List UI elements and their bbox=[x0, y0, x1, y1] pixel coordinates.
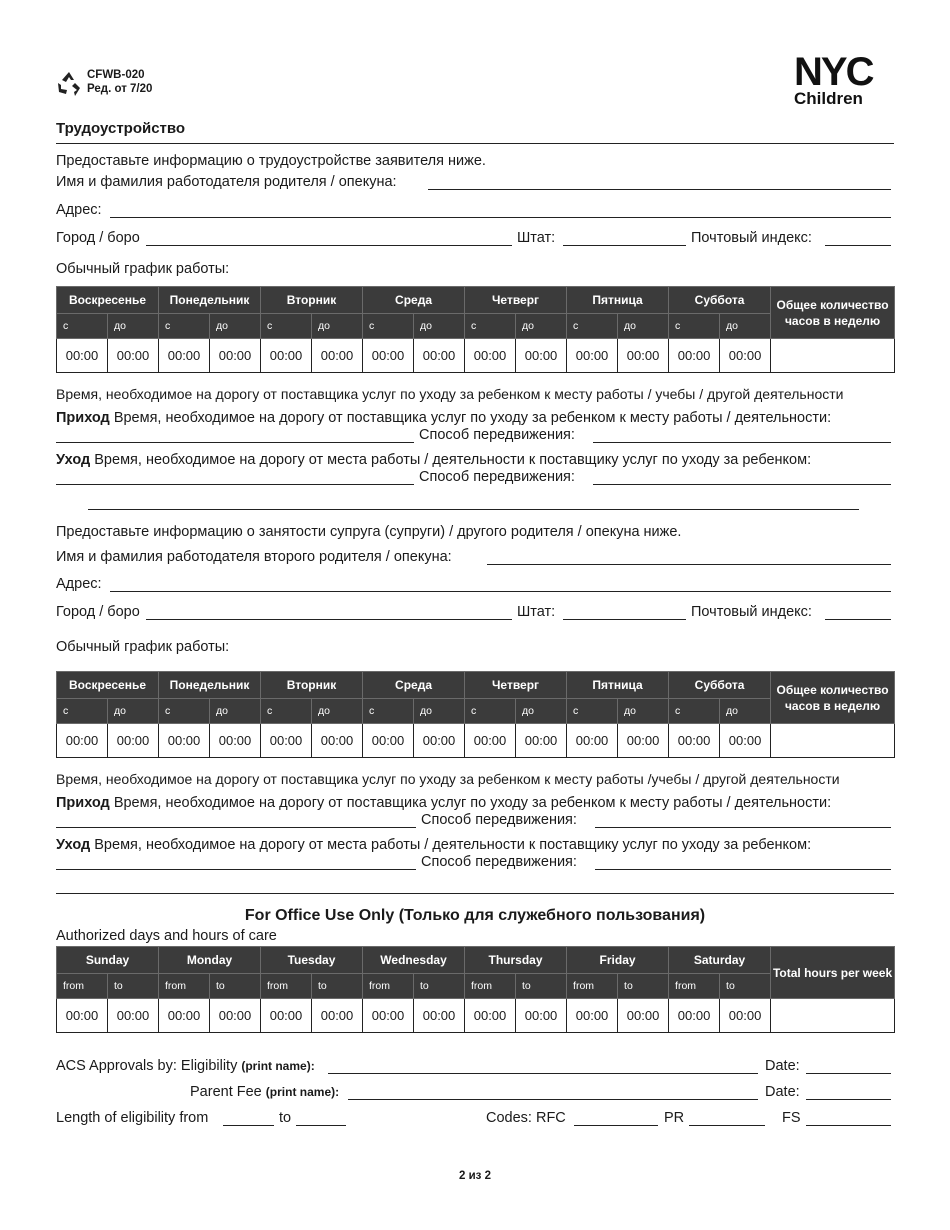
time-cell[interactable]: 00:00 bbox=[159, 999, 210, 1033]
applicant-city-field[interactable] bbox=[146, 245, 512, 246]
page-number: 2 из 2 bbox=[459, 1170, 491, 1182]
spouse-arrival-bold: Приход bbox=[56, 795, 110, 811]
time-cell[interactable]: 00:00 bbox=[108, 724, 159, 758]
spouse-departure-transport-label: Способ передвижения: bbox=[421, 854, 577, 870]
time-cell[interactable]: 00:00 bbox=[669, 999, 720, 1033]
day-header: Пятница bbox=[567, 672, 669, 699]
codes-rfc-label: Codes: RFC bbox=[486, 1110, 566, 1126]
approvals-print-name: (print name): bbox=[241, 1059, 315, 1073]
spouse-departure-text: Время, необходимое на дорогу от места работы / деятельности к поставщику услуг по уходу за ребенком: bbox=[94, 837, 812, 853]
to-label: до bbox=[312, 699, 363, 724]
time-cell[interactable]: 00:00 bbox=[261, 339, 312, 373]
time-cell[interactable]: 00:00 bbox=[57, 999, 108, 1033]
parent-fee-line bbox=[190, 1083, 339, 1101]
day-header: Monday bbox=[159, 947, 261, 974]
parent-fee-name-field[interactable] bbox=[348, 1099, 758, 1100]
applicant-departure-transport-label: Способ передвижения: bbox=[419, 469, 575, 485]
spouse-arrival-transport-label: Способ передвижения: bbox=[421, 812, 577, 828]
eligibility-date-field[interactable] bbox=[806, 1073, 891, 1074]
from-label: from bbox=[57, 974, 108, 999]
applicant-employer-field[interactable] bbox=[428, 189, 891, 190]
to-label: до bbox=[108, 314, 159, 339]
applicant-departure-transport-field[interactable] bbox=[593, 484, 891, 485]
applicant-state-field[interactable] bbox=[563, 245, 686, 246]
time-cell[interactable]: 00:00 bbox=[414, 724, 465, 758]
applicant-departure-time-field[interactable] bbox=[56, 484, 414, 485]
from-label: с bbox=[159, 699, 210, 724]
time-cell[interactable]: 00:00 bbox=[618, 339, 669, 373]
day-header: Суббота bbox=[669, 672, 771, 699]
from-label: с bbox=[363, 699, 414, 724]
day-header: Понедельник bbox=[159, 672, 261, 699]
day-header: Воскресенье bbox=[57, 287, 159, 314]
spouse-employer-label: Имя и фамилия работодателя второго родителя / опекуна: bbox=[56, 549, 452, 565]
from-label: с bbox=[159, 314, 210, 339]
applicant-state-label: Штат: bbox=[517, 230, 556, 246]
applicant-departure-text: Время, необходимое на дорогу от места работы / деятельности к поставщику услуг по уходу за ребенком: bbox=[94, 452, 812, 468]
applicant-departure-bold: Уход bbox=[56, 452, 91, 468]
authorized-schedule-table bbox=[56, 946, 895, 1033]
time-cell[interactable]: 00:00 bbox=[465, 999, 516, 1033]
codes-pr-label: PR bbox=[664, 1110, 685, 1126]
time-cell[interactable]: 00:00 bbox=[720, 339, 771, 373]
from-label: с bbox=[261, 699, 312, 724]
to-label: to bbox=[516, 974, 567, 999]
applicant-intro: Предоставьте информацию о трудоустройстве заявителя ниже. bbox=[56, 153, 486, 169]
to-label: до bbox=[618, 314, 669, 339]
to-label: to bbox=[108, 974, 159, 999]
spouse-zip-field[interactable] bbox=[825, 619, 891, 620]
to-label: to bbox=[414, 974, 465, 999]
total-hours-header: Total hours per week bbox=[771, 947, 895, 999]
codes-fs-label: FS bbox=[782, 1110, 801, 1126]
day-header: Вторник bbox=[261, 287, 363, 314]
from-label: с bbox=[261, 314, 312, 339]
spouse-schedule-table bbox=[56, 671, 895, 758]
to-label: до bbox=[720, 699, 771, 724]
from-label: from bbox=[261, 974, 312, 999]
day-header: Воскресенье bbox=[57, 672, 159, 699]
time-cell[interactable]: 00:00 bbox=[159, 724, 210, 758]
time-cell[interactable]: 00:00 bbox=[516, 339, 567, 373]
total-hours-cell[interactable] bbox=[771, 724, 895, 758]
to-label: to bbox=[720, 974, 771, 999]
from-label: from bbox=[669, 974, 720, 999]
from-label: с bbox=[669, 699, 720, 724]
day-header: Среда bbox=[363, 672, 465, 699]
approvals-label: ACS Approvals by: Eligibility bbox=[56, 1058, 238, 1074]
spouse-zip-label: Почтовый индекс: bbox=[691, 604, 812, 620]
applicant-zip-label: Почтовый индекс: bbox=[691, 230, 812, 246]
time-cell[interactable]: 00:00 bbox=[567, 999, 618, 1033]
parent-fee-print-name: (print name): bbox=[265, 1085, 340, 1099]
from-label: с bbox=[465, 699, 516, 724]
office-title: For Office Use Only (Только для служебного пользования) bbox=[244, 907, 706, 924]
time-cell[interactable]: 00:00 bbox=[210, 724, 261, 758]
day-header: Sunday bbox=[57, 947, 159, 974]
to-label: до bbox=[516, 314, 567, 339]
time-cell[interactable]: 00:00 bbox=[669, 724, 720, 758]
applicant-schedule-table bbox=[56, 286, 895, 373]
from-label: с bbox=[57, 699, 108, 724]
spouse-schedule-label: Обычный график работы: bbox=[56, 639, 230, 655]
applicant-arrival-bold: Приход bbox=[56, 410, 110, 426]
to-label: до bbox=[516, 699, 567, 724]
day-header: Tuesday bbox=[261, 947, 363, 974]
applicant-zip-field[interactable] bbox=[825, 245, 891, 246]
total-hours-header: Общее количество часов в неделю bbox=[771, 672, 895, 724]
time-cell[interactable]: 00:00 bbox=[312, 339, 363, 373]
from-label: с bbox=[567, 699, 618, 724]
form-revision: Ред. от 7/20 bbox=[87, 83, 153, 95]
spouse-intro: Предоставьте информацию о занятости супруга (супруги) / другого родителя / опекуна ниже. bbox=[56, 524, 682, 540]
eligibility-date-label: Date: bbox=[765, 1058, 800, 1074]
time-cell[interactable]: 00:00 bbox=[261, 999, 312, 1033]
spouse-departure-time-field[interactable] bbox=[56, 869, 416, 870]
codes-fs-field[interactable] bbox=[806, 1125, 891, 1126]
to-label: до bbox=[414, 314, 465, 339]
spouse-arrival-text: Время, необходимое на дорогу от поставщика услуг по уходу за ребенком к месту работы / деятельности: bbox=[113, 795, 832, 811]
form-code-block bbox=[87, 68, 152, 96]
day-header: Среда bbox=[363, 287, 465, 314]
parent-fee-label: Parent Fee bbox=[190, 1084, 262, 1100]
applicant-arrival-transport-field[interactable] bbox=[593, 442, 891, 443]
spouse-arrival-line bbox=[56, 794, 831, 812]
time-cell[interactable]: 00:00 bbox=[312, 999, 363, 1033]
spouse-address-field[interactable] bbox=[110, 591, 891, 592]
spouse-state-field[interactable] bbox=[563, 619, 686, 620]
spouse-city-field[interactable] bbox=[146, 619, 512, 620]
office-divider bbox=[56, 893, 894, 894]
eligibility-name-field[interactable] bbox=[328, 1073, 758, 1074]
from-label: с bbox=[57, 314, 108, 339]
to-label: до bbox=[720, 314, 771, 339]
section-separator bbox=[88, 509, 859, 510]
applicant-arrival-time-field[interactable] bbox=[56, 442, 414, 443]
to-label: to bbox=[210, 974, 261, 999]
time-cell[interactable]: 00:00 bbox=[567, 339, 618, 373]
length-label: Length of eligibility from bbox=[56, 1110, 209, 1126]
day-header: Четверг bbox=[465, 672, 567, 699]
applicant-schedule-label: Обычный график работы: bbox=[56, 261, 230, 277]
day-header: Суббота bbox=[669, 287, 771, 314]
spouse-employer-field[interactable] bbox=[487, 564, 891, 565]
applicant-employer-label: Имя и фамилия работодателя родителя / опекуна: bbox=[56, 174, 397, 190]
day-header: Четверг bbox=[465, 287, 567, 314]
time-cell[interactable]: 00:00 bbox=[210, 999, 261, 1033]
time-cell[interactable]: 00:00 bbox=[669, 339, 720, 373]
day-header: Вторник bbox=[261, 672, 363, 699]
spouse-departure-bold: Уход bbox=[56, 837, 91, 853]
applicant-arrival-line bbox=[56, 409, 831, 427]
time-cell[interactable]: 00:00 bbox=[414, 999, 465, 1033]
parent-fee-date-label: Date: bbox=[765, 1084, 800, 1100]
from-label: from bbox=[567, 974, 618, 999]
time-cell[interactable]: 00:00 bbox=[57, 339, 108, 373]
time-cell[interactable]: 00:00 bbox=[363, 339, 414, 373]
time-cell[interactable]: 00:00 bbox=[312, 724, 363, 758]
day-header: Thursday bbox=[465, 947, 567, 974]
spouse-state-label: Штат: bbox=[517, 604, 556, 620]
time-cell[interactable]: 00:00 bbox=[618, 724, 669, 758]
to-label: to bbox=[618, 974, 669, 999]
applicant-departure-line bbox=[56, 451, 811, 469]
from-label: from bbox=[465, 974, 516, 999]
spouse-commute-heading: Время, необходимое на дорогу от поставщика услуг по уходу за ребенком к месту работы /учебы / другой деятельности bbox=[56, 771, 840, 787]
from-label: с bbox=[363, 314, 414, 339]
day-header: Saturday bbox=[669, 947, 771, 974]
from-label: from bbox=[159, 974, 210, 999]
day-header: Понедельник bbox=[159, 287, 261, 314]
time-cell[interactable]: 00:00 bbox=[465, 339, 516, 373]
spouse-arrival-time-field[interactable] bbox=[56, 827, 416, 828]
time-cell[interactable]: 00:00 bbox=[363, 724, 414, 758]
applicant-arrival-text: Время, необходимое на дорогу от поставщика услуг по уходу за ребенком к месту работы / деятельности: bbox=[113, 410, 832, 426]
time-cell[interactable]: 00:00 bbox=[720, 999, 771, 1033]
to-label: до bbox=[414, 699, 465, 724]
approvals-line bbox=[56, 1057, 315, 1075]
time-cell[interactable]: 00:00 bbox=[720, 724, 771, 758]
time-cell[interactable]: 00:00 bbox=[567, 724, 618, 758]
length-to-field[interactable] bbox=[296, 1125, 346, 1126]
logo-children: Children bbox=[794, 89, 863, 108]
length-to-label: to bbox=[279, 1110, 292, 1126]
time-cell[interactable]: 00:00 bbox=[261, 724, 312, 758]
to-label: до bbox=[210, 699, 261, 724]
form-code: CFWB-020 bbox=[87, 69, 145, 81]
time-cell[interactable]: 00:00 bbox=[363, 999, 414, 1033]
day-header: Wednesday bbox=[363, 947, 465, 974]
applicant-address-label: Адрес: bbox=[56, 202, 102, 218]
spouse-departure-line bbox=[56, 836, 811, 854]
from-label: с bbox=[567, 314, 618, 339]
to-label: до bbox=[210, 314, 261, 339]
from-label: с bbox=[669, 314, 720, 339]
title-divider bbox=[56, 143, 894, 144]
to-label: to bbox=[312, 974, 363, 999]
applicant-commute-heading: Время, необходимое на дорогу от поставщика услуг по уходу за ребенком к месту работы / учебы / другой деятельности bbox=[56, 386, 844, 402]
authorized-label: Authorized days and hours of care bbox=[56, 928, 277, 944]
time-cell[interactable]: 00:00 bbox=[210, 339, 261, 373]
total-hours-cell[interactable] bbox=[771, 999, 895, 1033]
time-cell[interactable]: 00:00 bbox=[159, 339, 210, 373]
day-header: Пятница bbox=[567, 287, 669, 314]
applicant-arrival-transport-label: Способ передвижения: bbox=[419, 427, 575, 443]
time-cell[interactable]: 00:00 bbox=[108, 339, 159, 373]
codes-pr-field[interactable] bbox=[689, 1125, 765, 1126]
time-cell[interactable]: 00:00 bbox=[618, 999, 669, 1033]
spouse-arrival-transport-field[interactable] bbox=[595, 827, 891, 828]
to-label: до bbox=[108, 699, 159, 724]
spouse-address-label: Адрес: bbox=[56, 576, 102, 592]
nyc-children-logo bbox=[794, 50, 894, 110]
from-label: с bbox=[465, 314, 516, 339]
applicant-address-field[interactable] bbox=[110, 217, 891, 218]
to-label: до bbox=[618, 699, 669, 724]
total-hours-header: Общее количество часов в неделю bbox=[771, 287, 895, 339]
time-cell[interactable]: 00:00 bbox=[516, 999, 567, 1033]
day-header: Friday bbox=[567, 947, 669, 974]
length-from-field[interactable] bbox=[223, 1125, 274, 1126]
time-cell[interactable]: 00:00 bbox=[414, 339, 465, 373]
time-cell[interactable]: 00:00 bbox=[465, 724, 516, 758]
logo-nyc: NYC bbox=[794, 50, 873, 94]
spouse-city-label: Город / боро bbox=[56, 604, 140, 620]
from-label: from bbox=[363, 974, 414, 999]
time-cell[interactable]: 00:00 bbox=[516, 724, 567, 758]
time-cell[interactable]: 00:00 bbox=[57, 724, 108, 758]
total-hours-cell[interactable] bbox=[771, 339, 895, 373]
recycle-icon bbox=[55, 70, 83, 98]
time-cell[interactable]: 00:00 bbox=[108, 999, 159, 1033]
to-label: до bbox=[312, 314, 363, 339]
section-title: Трудоустройство bbox=[56, 120, 186, 137]
parent-fee-date-field[interactable] bbox=[806, 1099, 891, 1100]
applicant-city-label: Город / боро bbox=[56, 230, 140, 246]
spouse-departure-transport-field[interactable] bbox=[595, 869, 891, 870]
codes-rfc-field[interactable] bbox=[574, 1125, 658, 1126]
